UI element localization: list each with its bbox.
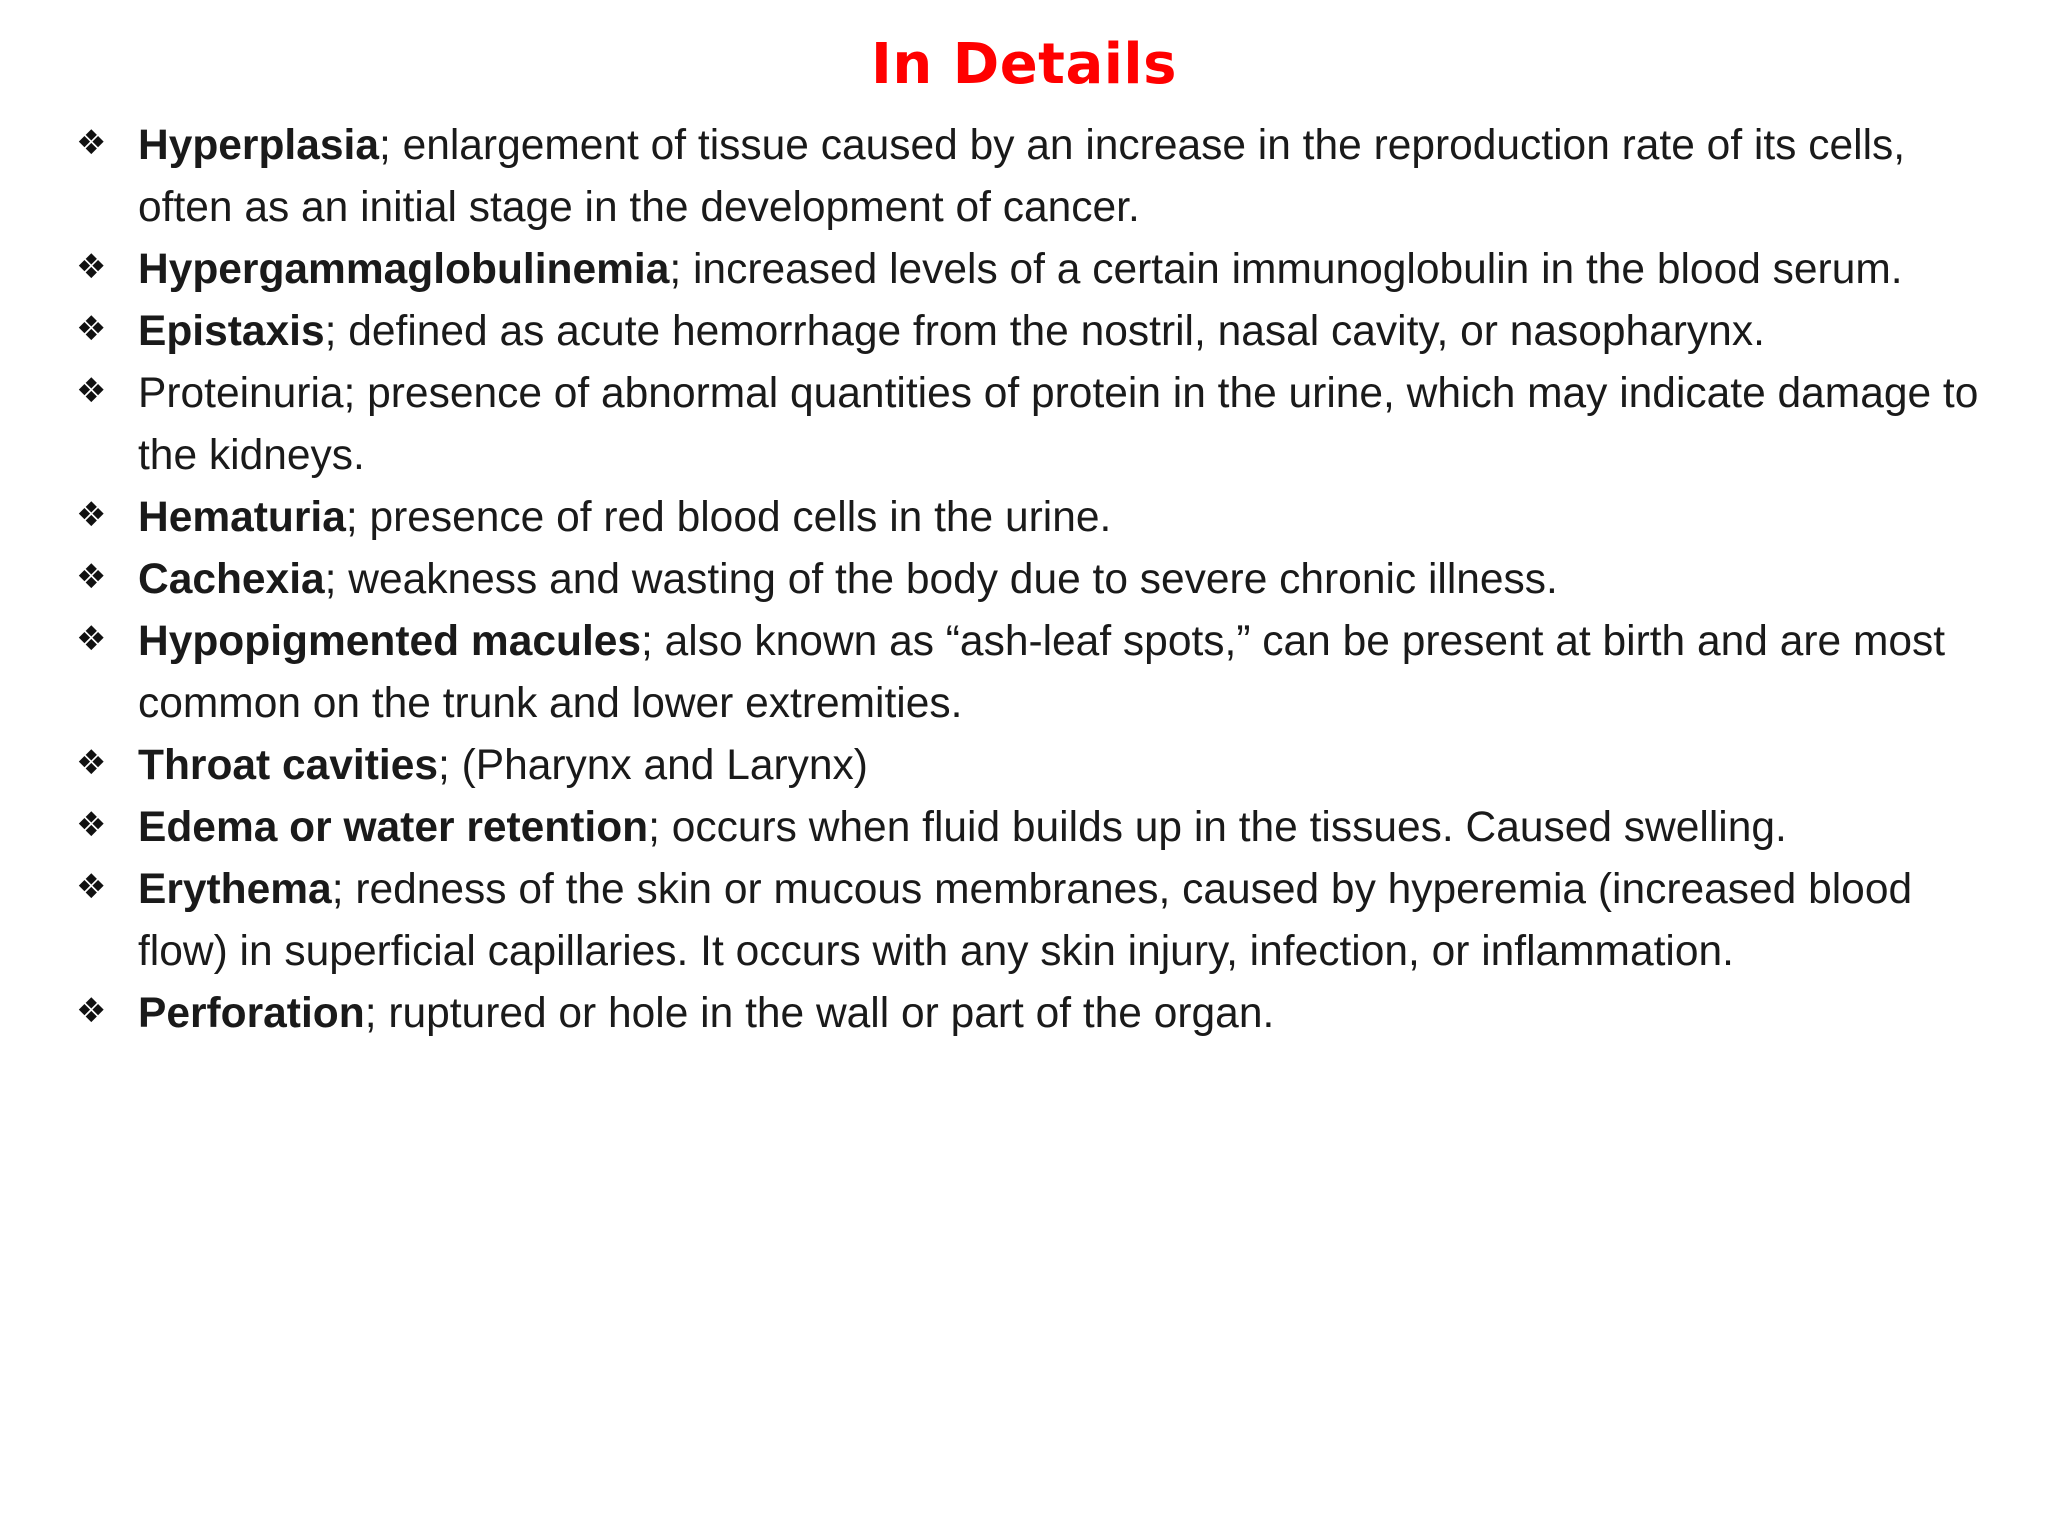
list-item bbox=[76, 301, 1996, 363]
definition-list bbox=[76, 115, 1996, 1045]
list-item bbox=[76, 115, 1996, 239]
list-item bbox=[76, 797, 1996, 859]
definition: ; redness of the skin or mucous membranes, caused by hyperemia (increased blood flow) in superficial capillaries. It occurs with any skin injury, infection, or inflammation. bbox=[138, 866, 1913, 975]
term: Hyperplasia bbox=[138, 122, 379, 169]
definition: ; also known as “ash-leaf spots,” can be present at birth and are most common on the trunk and lower extremities. bbox=[138, 618, 1946, 727]
definition: ; weakness and wasting of the body due to severe chronic illness. bbox=[324, 556, 1558, 603]
four-diamond-bullet-icon: ❖ bbox=[76, 557, 107, 597]
definition: Proteinuria; presence of abnormal quantities of protein in the urine, which may indicate damage to the kidneys. bbox=[138, 370, 1979, 479]
four-diamond-bullet-icon: ❖ bbox=[76, 743, 107, 783]
four-diamond-bullet-icon: ❖ bbox=[76, 123, 107, 163]
four-diamond-bullet-icon: ❖ bbox=[76, 495, 107, 535]
definition: ; occurs when fluid builds up in the tissues. Caused swelling. bbox=[648, 804, 1787, 851]
definition: ; (Pharynx and Larynx) bbox=[437, 742, 868, 789]
list-item bbox=[76, 549, 1996, 611]
list-item bbox=[76, 983, 1996, 1045]
term: Cachexia bbox=[138, 556, 325, 603]
term: Perforation bbox=[138, 990, 365, 1037]
four-diamond-bullet-icon: ❖ bbox=[76, 991, 107, 1031]
term: Hypergammaglobulinemia bbox=[138, 246, 670, 293]
list-item bbox=[76, 239, 1996, 301]
term: Erythema bbox=[138, 866, 332, 913]
definition: ; defined as acute hemorrhage from the nostril, nasal cavity, or nasopharynx. bbox=[324, 308, 1765, 355]
four-diamond-bullet-icon: ❖ bbox=[76, 371, 107, 411]
term: Epistaxis bbox=[138, 308, 325, 355]
list-item bbox=[76, 859, 1996, 983]
definition: ; presence of red blood cells in the urine. bbox=[345, 494, 1112, 541]
term: Edema or water retention bbox=[138, 804, 649, 851]
definition: ; enlargement of tissue caused by an increase in the reproduction rate of its cells, often as an initial stage in the development of cancer. bbox=[138, 122, 1906, 231]
definition: ; ruptured or hole in the wall or part of the organ. bbox=[364, 990, 1275, 1037]
four-diamond-bullet-icon: ❖ bbox=[76, 309, 107, 349]
list-item bbox=[76, 363, 1996, 487]
list-item bbox=[76, 735, 1996, 797]
slide-title: In Details bbox=[871, 32, 1177, 97]
four-diamond-bullet-icon: ❖ bbox=[76, 805, 107, 845]
four-diamond-bullet-icon: ❖ bbox=[76, 867, 107, 907]
four-diamond-bullet-icon: ❖ bbox=[76, 247, 107, 287]
four-diamond-bullet-icon: ❖ bbox=[76, 619, 107, 659]
term: Hematuria bbox=[138, 494, 346, 541]
term: Throat cavities bbox=[138, 742, 438, 789]
list-item bbox=[76, 487, 1996, 549]
list-item bbox=[76, 611, 1996, 735]
term: Hypopigmented macules bbox=[138, 618, 642, 665]
definition: ; increased levels of a certain immunoglobulin in the blood serum. bbox=[669, 246, 1903, 293]
